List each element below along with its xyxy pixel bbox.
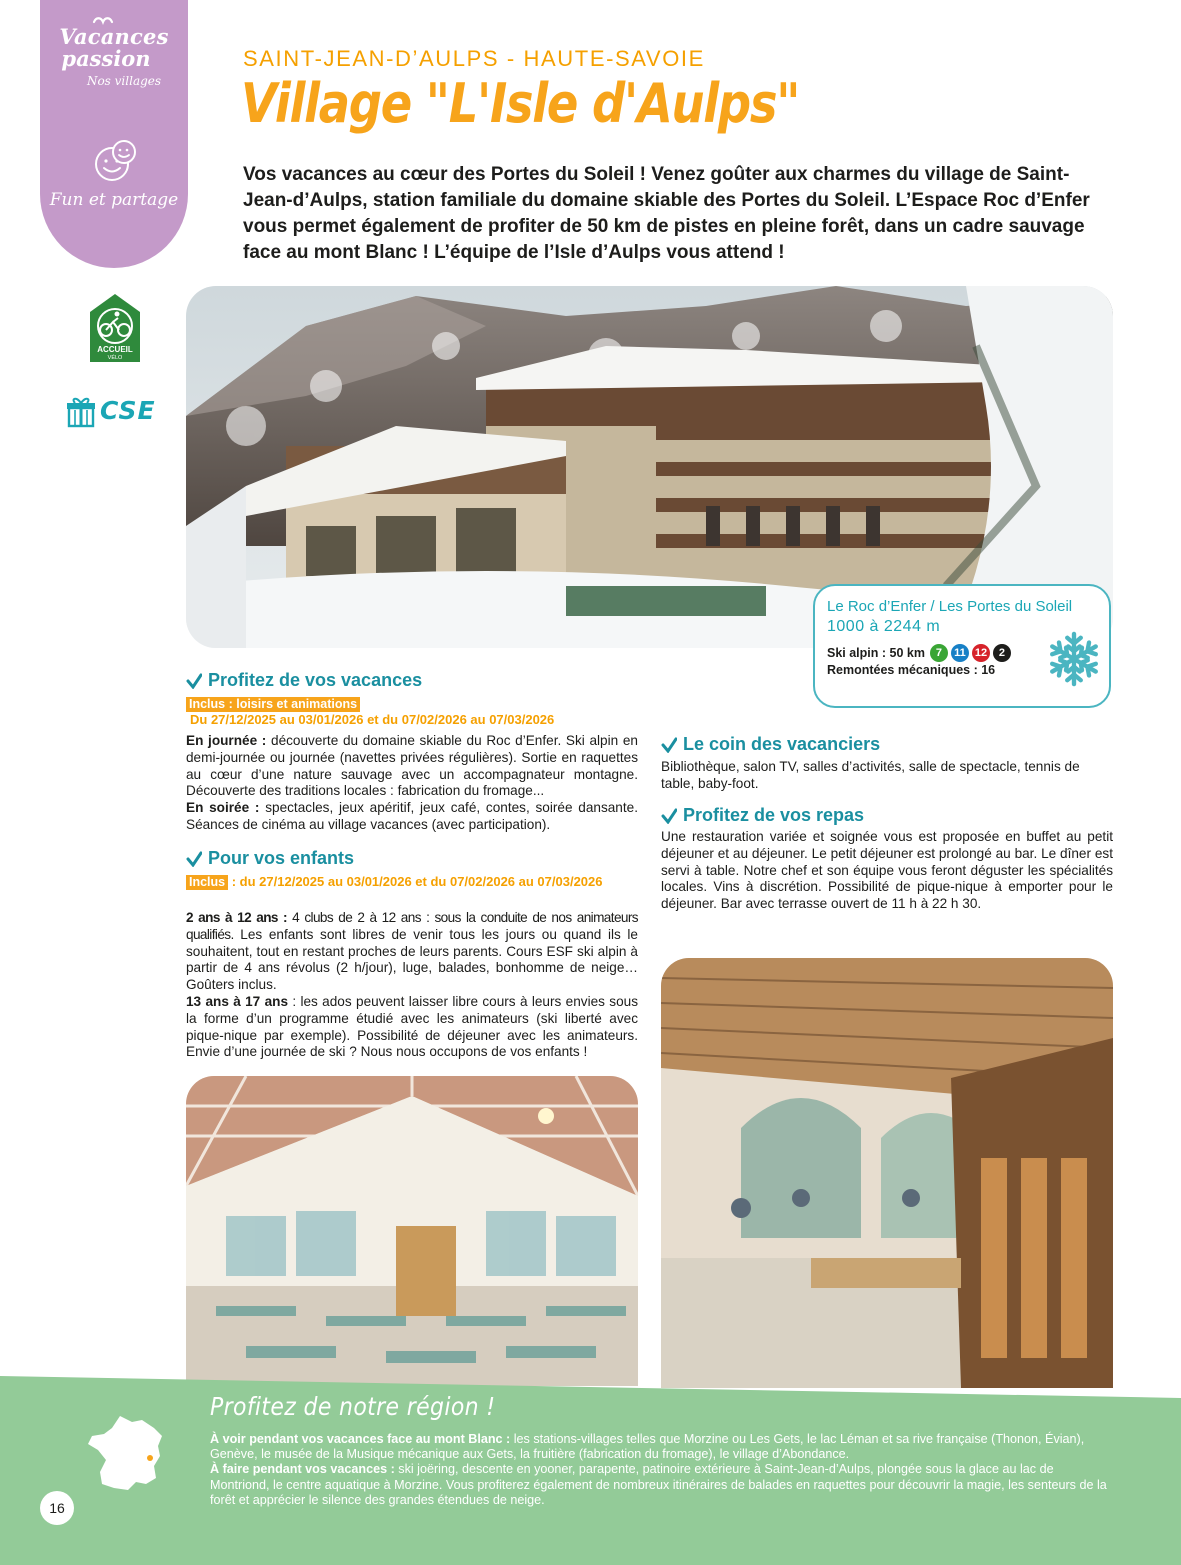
smiley-icon <box>92 138 138 184</box>
snowflake-icon <box>1045 630 1103 688</box>
repas-text: Une restauration variée et soignée vous est proposée en buffet au petit déjeuner et au déjeuner. Le petit déjeuner est prolongé au bar. Le dîner est servi à table. Notre chef et son équipe vous feront déguster les spécialités locales. Vins à discrétion. Possibilité de pique-nique à emporter pour le déjeuner. Bar avec terrasse ouvert de 11 h à 22 h 30. <box>661 829 1113 912</box>
do-text: ski joëring, descente en yooner, parapente, patinoire extérieure à Saint-Jean-d’Aulps, plongée sous la glace au lac de Montriond, le centre aquatique à Morzine. Vous profiterez également de nombreux itinéraires de balades en raquettes pour découvrir la magie, les senteurs de la forêt et apprécier le silence des grandes étendues de neige. <box>210 1462 1107 1507</box>
check-icon <box>186 851 202 867</box>
evening-text: spectacles, jeux apéritif, jeux café, contes, soirée dansante. Séances de cinéma au village vacances (avec participation). <box>186 800 638 832</box>
brand-name: Vacances <box>59 24 169 49</box>
enfants-included <box>186 874 626 890</box>
section-vacances-title: Profitez de vos vacances <box>208 670 423 690</box>
teens-label: 13 ans à 17 ans <box>186 993 289 1009</box>
ski-pistes <box>827 644 1011 662</box>
kids-label: 2 ans à 12 ans : <box>186 910 287 925</box>
red-piste-count: 12 <box>972 644 990 662</box>
section-enfants-title: Pour vos enfants <box>208 848 355 868</box>
coin-text: Bibliothèque, salon TV, salles d’activités, salle de spectacle, tennis de table, baby-foot. <box>661 759 1080 791</box>
cse-badge <box>66 396 162 430</box>
see-label: À voir pendant vos vacances face au mont Blanc : <box>210 1432 511 1446</box>
brand-subname: passion <box>61 46 151 71</box>
kids-text-first: 4 clubs de 2 à 12 ans : sous la conduite de nos animateurs qualifiés. <box>186 910 638 942</box>
check-icon <box>661 737 677 753</box>
day-text: découverte du domaine skiable du Roc d’Enfer. Ski alpin en demi-journée ou journée (navettes privées régulières). Sortie en raquettes au cœur d’une nature sauvage avec un accompagnateur montagne. Découverte des traditions locales : fabrication du fromage... <box>186 733 638 799</box>
gift-icon <box>66 396 96 428</box>
evening-label: En soirée : <box>186 800 260 816</box>
region-text <box>210 1432 1114 1508</box>
check-icon <box>661 808 677 824</box>
accueil-label: ACCUEIL <box>97 345 133 354</box>
section-vacances-heading <box>186 670 422 691</box>
dining-hall-photo <box>186 1076 638 1386</box>
vacances-text <box>186 733 638 834</box>
section-repas-heading <box>661 805 864 826</box>
intro-text: Vos vacances au cœur des Portes du Soleil ! Venez goûter aux charmes du village de Saint-Jean-d’Aulps, station familiale du domaine skiable des Portes du Soleil. L’Espace Roc d’Enfer vous permet également de profiter de 50 km de pistes en pleine forêt, dans un cadre sauvage face au mont Blanc ! L’équipe de l’Isle d’Aulps vous attend ! <box>243 164 1090 263</box>
cse-label: CSE <box>100 396 156 425</box>
ski-lifts: Remontées mécaniques : 16 <box>827 663 996 677</box>
section-coin-heading <box>661 734 880 755</box>
ski-label: Ski alpin : 50 km <box>827 646 925 660</box>
ski-info-box <box>813 584 1111 708</box>
theme-tab <box>40 0 188 268</box>
velo-label: VÉLO <box>107 355 123 361</box>
page-title: Village "L'Isle d'Aulps" <box>241 72 800 135</box>
theme-label: Fun et partage <box>49 190 179 210</box>
blue-piste-count: 11 <box>951 644 969 662</box>
accueil-velo-badge <box>88 292 142 364</box>
ski-area-name: Le Roc d’Enfer / Les Portes du Soleil <box>827 598 1073 615</box>
black-piste-count: 2 <box>993 644 1011 662</box>
check-icon <box>186 673 202 689</box>
section-coin-title: Le coin des vacanciers <box>683 734 881 754</box>
ski-altitude: 1000 à 2244 m <box>827 618 941 635</box>
see-text: les stations-villages telles que Morzine ou Les Gets, le lac Léman et sa rive française (Thonon, Évian), Genève, le musée de la Musique mécanique aux Gets, la fruitière (fabrication du fromage), le village d’Abondance. <box>210 1432 1085 1462</box>
day-label: En journée : <box>186 733 267 748</box>
vacances-dates: Du 27/12/2025 au 03/01/2026 et du 07/02/2026 au 07/03/2026 <box>190 712 555 727</box>
france-map-icon <box>84 1412 170 1498</box>
vacances-included <box>186 696 554 728</box>
brand-tagline: Nos villages <box>86 74 162 88</box>
enfants-dates: : du 27/12/2025 au 03/01/2026 et du 07/02/2026 au 07/03/2026 <box>228 874 603 889</box>
region-title: Profitez de notre région ! <box>210 1392 496 1421</box>
enfants-text <box>186 910 638 1061</box>
green-piste-count: 7 <box>930 644 948 662</box>
section-repas-title: Profitez de vos repas <box>683 805 865 825</box>
location: SAINT-JEAN-D’AULPS - HAUTE-SAVOIE <box>243 46 705 71</box>
kids-text: Les enfants sont libres de venir tous les jours ou quand ils le souhaitent, tout en restant proches de leurs parents. Cours ESF ski alpin à partir de 4 ans révolus (2 h/jour), luge, balades, bonhomme de neige… Goûters inclus. <box>186 926 638 993</box>
page-number: 16 <box>40 1491 74 1525</box>
included-badge: Inclus : loisirs et animations <box>186 697 360 712</box>
do-label: À faire pendant vos vacances : <box>210 1462 395 1477</box>
section-enfants-heading <box>186 848 354 869</box>
teens-text: : les ados peuvent laisser libre cours à leurs envies sous la forme d’un programme étudié avec les animateurs (ski liberté avec pique-nique par exemple). Possibilité de déjeuner avec les animateurs. Envie d’une journée de ski ? Nous nous occupons de vos enfants ! <box>186 993 638 1060</box>
included-badge: Inclus <box>186 875 228 890</box>
bar-photo <box>661 958 1113 1388</box>
